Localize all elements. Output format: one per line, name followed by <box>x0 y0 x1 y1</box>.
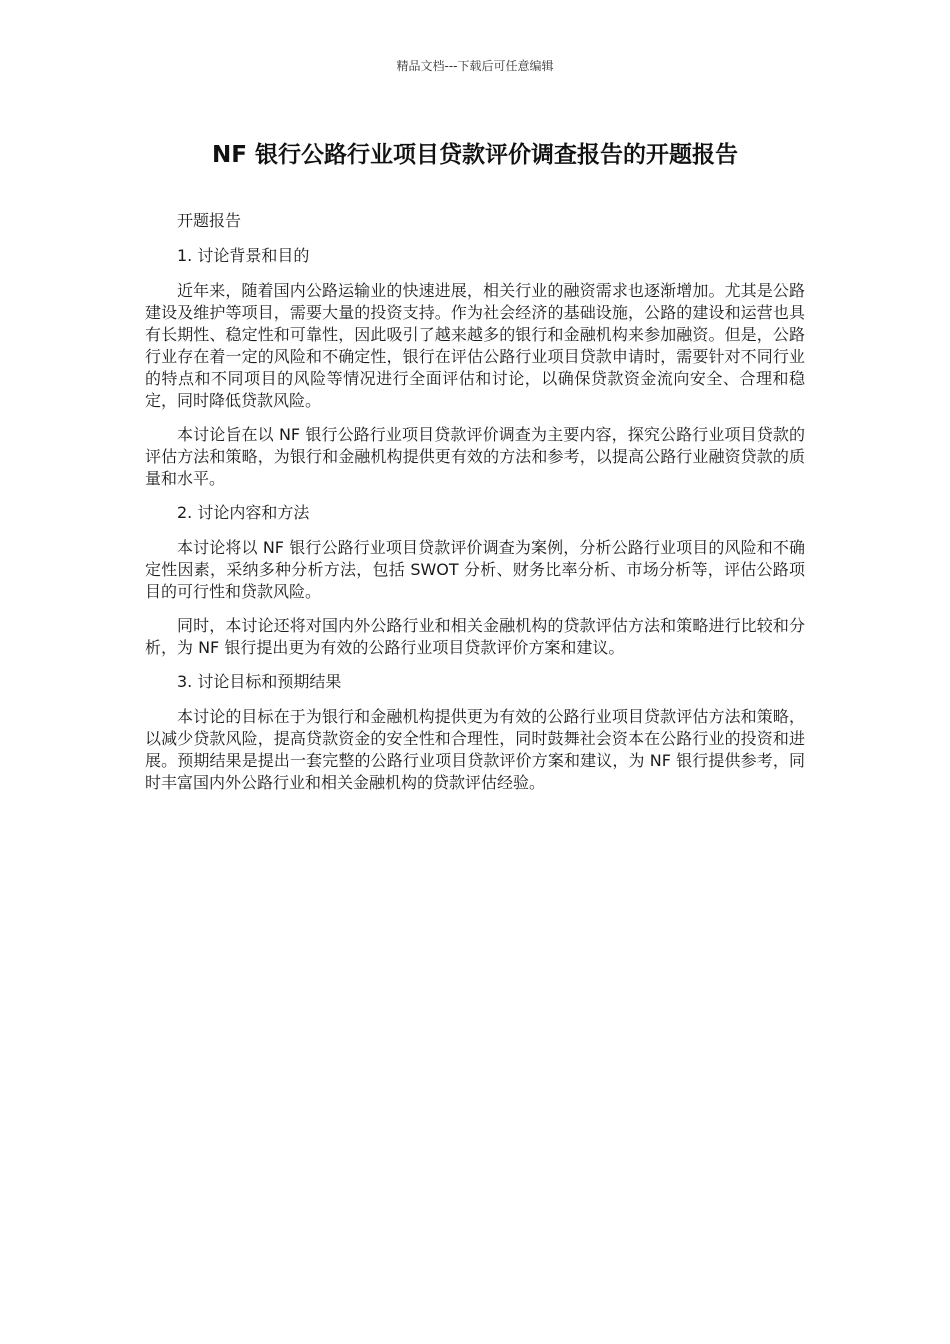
section-3-heading: 3. 讨论目标和预期结果 <box>177 672 342 691</box>
section-1-paragraph-2: 本讨论旨在以 NF 银行公路行业项目贷款评价调查为主要内容，探究公路行业项目贷款的评估方法和策略，为银行和金融机构提供更有效的方法和参考，以提高公路行业融资贷款的质量和水平。 <box>145 425 805 488</box>
section-2-heading: 2. 讨论内容和方法 <box>177 503 310 522</box>
section-2-paragraph-2: 同时，本讨论还将对国内外公路行业和相关金融机构的贷款评估方法和策略进行比较和分析，为 NF 银行提出更为有效的公路行业项目贷款评价方案和建议。 <box>145 616 805 657</box>
section-1-heading: 1. 讨论背景和目的 <box>177 246 310 265</box>
intro-label: 开题报告 <box>177 211 242 230</box>
document-body <box>145 210 805 806</box>
section-1-paragraph-1: 近年来，随着国内公路运输业的快速进展，相关行业的融资需求也逐渐增加。尤其是公路建设及维护等项目，需要大量的投资支持。作为社会经济的基础设施，公路的建设和运营也具有长期性、稳定性和可靠性，因此吸引了越来越多的银行和金融机构来参加融资。但是，公路行业存在着一定的风险和不确定性，银行在评估公路行业项目贷款申请时，需要针对不同行业的特点和不同项目的风险等情况进行全面评估和讨论，以确保贷款资金流向安全、合理和稳定，同时降低贷款风险。 <box>145 281 805 410</box>
section-3-paragraph-1: 本讨论的目标在于为银行和金融机构提供更为有效的公路行业项目贷款评估方法和策略，以减少贷款风险，提高贷款资金的安全性和合理性，同时鼓舞社会资本在公路行业的投资和进展。预期结果是提出一套完整的公路行业项目贷款评价方案和建议，为 NF 银行提供参考，同时丰富国内外公路行业和相关金融机构的贷款评估经验。 <box>145 707 805 792</box>
document-title: NF 银行公路行业项目贷款评价调查报告的开题报告 <box>212 142 738 168</box>
section-2-paragraph-1: 本讨论将以 NF 银行公路行业项目贷款评价调查为案例，分析公路行业项目的风险和不确定性因素，采纳多种分析方法，包括 SWOT 分析、财务比率分析、市场分析等，评估公路项目的可行性和贷款风险。 <box>145 538 805 601</box>
page-header: 精品文档---下载后可任意编辑 <box>396 59 554 73</box>
